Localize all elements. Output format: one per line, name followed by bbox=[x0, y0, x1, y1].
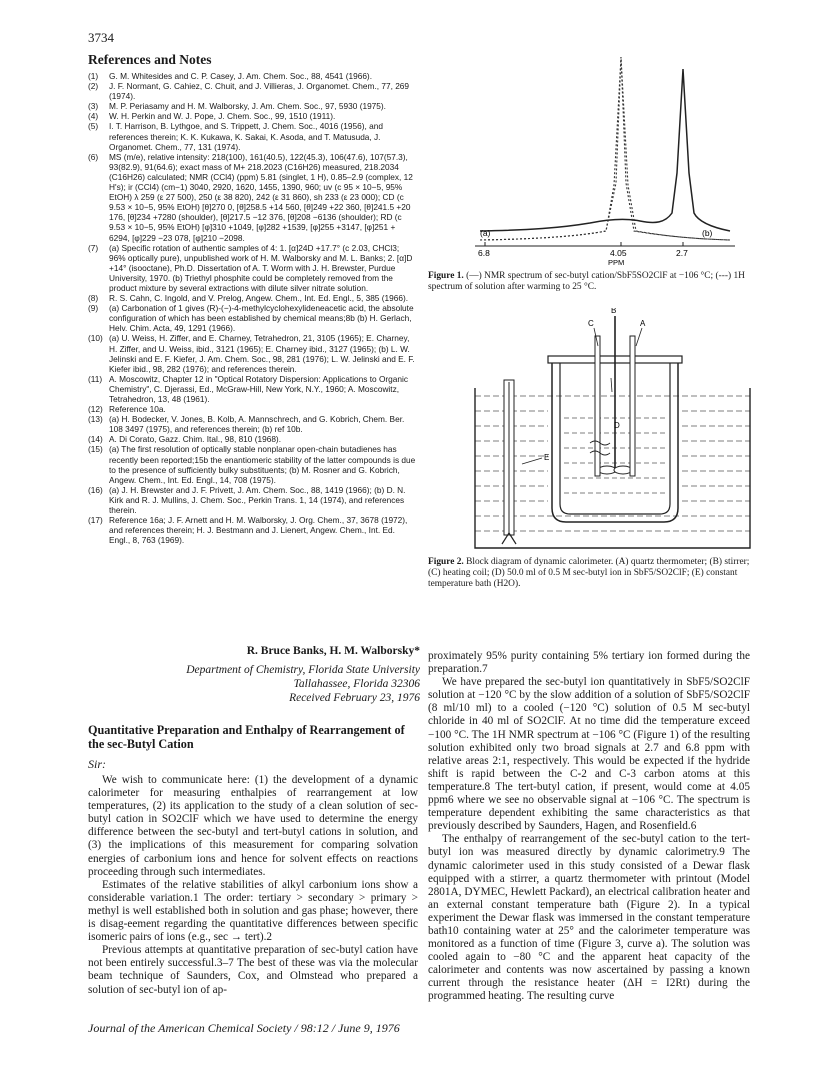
reference-item bbox=[88, 243, 416, 293]
paragraph: Estimates of the relative stabilities of alkyl carbonium ions show a considerable variation.1 The order: tertiary > secondary > primary > methyl is well established both in solution and gas phase; however, there is disag-eement regarding the quantitative differences between specific isomeric pairs of ions (e.g., sec → tert).2 bbox=[88, 878, 418, 944]
authors: R. Bruce Banks, H. M. Walborsky* bbox=[246, 645, 420, 657]
reference-item bbox=[88, 485, 416, 515]
paragraph: proximately 95% purity containing 5% tertiary ion formed during the preparation.7 bbox=[428, 650, 750, 676]
reference-number: (9) bbox=[88, 303, 99, 314]
fig1-axis-label: PPM bbox=[608, 258, 625, 267]
salutation: Sir: bbox=[88, 757, 106, 771]
reference-item bbox=[88, 71, 416, 81]
reference-number: (16) bbox=[88, 484, 103, 495]
figure-2-calorimeter-diagram bbox=[470, 308, 755, 553]
fig2-label-e: E bbox=[544, 453, 550, 462]
reference-text: (a) U. Weiss, H. Ziffer, and E. Charney, Tetrahedron, 21, 3105 (1965); E. Charney, H. Ziffer, and U. Weiss, ibid., 3121 (1965); E. Charney ibid., 3127 (1965); (b) L. W. Jelinski and E. F. Kiefer, J. Am. Chem. Soc., 98, 281 (1976); L. W. Jelinski and E. F. Kiefer ibid., 98, 282 (1976); and references therein. bbox=[109, 333, 415, 374]
paragraph: We have prepared the sec-butyl ion quantitatively in SbF5/SO2ClF solution at −120 °C by the slow addition of a solution of SbF5/SO2ClF (8 ml/10 ml) to a cooled (−120 °C) solution of 0.5 M sec-butyl chloride in 40 ml of SO2ClF. At no time did the temperature exceed −100 °C. The 1H NMR spectrum at −106 °C (Figure 1) of the resulting solution exhibited only two broad signals at 2.7 and 6.8 ppm with relative areas 2:1, respectively. This would be expected if the hydride shift is rapid between the C-2 and C-3 carbon atoms at this temperature.8 The tert-butyl cation, if present, would come at 4.05 ppm6 where we see no observable signal at −106 °C. The spectrum is temperature dependent exhibiting the same characteristics as that previously described by Saunders, Hagen, and Rosenfield.6 bbox=[428, 676, 750, 833]
reference-item bbox=[88, 303, 416, 333]
fig1-tick-label: 6.8 bbox=[478, 248, 490, 258]
reference-item bbox=[88, 111, 416, 121]
fig2-label-b: B bbox=[611, 308, 617, 315]
reference-text: M. P. Periasamy and H. M. Walborsky, J. Am. Chem. Soc., 97, 5930 (1975). bbox=[109, 101, 386, 112]
reference-text: I. T. Harrison, B. Lythgoe, and S. Trippett, J. Chem. Soc., 4016 (1956), and references therein; K. K. Kukawa, K. Sakai, K. Asoda, and T. Matusuda, J. Organomet. Chem., 77, 131 (1974). bbox=[109, 121, 383, 152]
reference-number: (14) bbox=[88, 434, 103, 445]
reference-item bbox=[88, 374, 416, 404]
paragraph: The enthalpy of rearrangement of the sec-butyl cation to the tert-butyl ion was measured directly by dynamic calorimetry.9 The dynamic calorimeter used in this study consisted of a Dewar flask equipped with a stirrer, a quartz thermometer with printout (Model 2801A, DYMEC, Hewlett Packard), an electrical calibration heater and an external constant temperature bath (Figure 2). In a typical experiment the Dewar flask was immersed in the constant temperature bath10 containing water at 25° and the calorimeter temperature was monitored as a function of time (Figure 3, curve a). The solution was cooled again to −80 °C and the apparent heat capacity of the calorimeter and contents was now ascertained by passing a known current through the resistance heater (ΔH = I2Rt) during the programmed heating. The resulting curve bbox=[428, 833, 750, 1003]
fig2-label-a: A bbox=[640, 319, 646, 328]
reference-item bbox=[88, 434, 416, 444]
references-list bbox=[88, 71, 416, 545]
reference-item bbox=[88, 333, 416, 373]
reference-number: (4) bbox=[88, 111, 99, 122]
paragraph: Previous attempts at quantitative preparation of sec-butyl cation have not been entirely successful.3–7 The best of these was via the molecular beam technique of Saunders, Cox, and Olmstead who prepared a solution of sec-butyl ion of ap- bbox=[88, 944, 418, 996]
reference-number: (13) bbox=[88, 414, 103, 425]
reference-number: (17) bbox=[88, 515, 103, 526]
page-number: 3734 bbox=[88, 30, 114, 45]
figure-1-caption bbox=[428, 271, 753, 293]
fig1-label-b: (b) bbox=[702, 228, 713, 238]
figure-2-caption-label: Figure 2. bbox=[428, 557, 464, 567]
reference-number: (15) bbox=[88, 444, 103, 455]
reference-item bbox=[88, 444, 416, 484]
reference-text: A. Moscowitz, Chapter 12 in "Optical Rotatory Dispersion: Applications to Organic Chemistry", C. Djerassi, Ed., McGraw-Hill, New York, N.Y., 1960; A. Moscowitz, Tetrahedron, 13, 48 (1961). bbox=[109, 373, 408, 404]
paragraph: We wish to communicate here: (1) the development of a dynamic calorimeter for measuring enthalpies of rearrangement at low temperatures, (2) its application to the study of a clean solution of sec-butyl cation in SO2ClF which we have used to determine the energy difference between the sec-butyl and tert-butyl cations in solution, and (3) the implications of this measurement for comparing solvation energies of carbonium ions and hence for solvent effects on reactions proceeding through such intermediates. bbox=[88, 774, 418, 878]
figure-1-caption-label: Figure 1. bbox=[428, 271, 464, 281]
figure-2-caption-text: Block diagram of dynamic calorimeter. (A) quartz thermometer; (B) stirrer; (C) heating coil; (D) 50.0 ml of 0.5 M sec-butyl ion in SbF5/SO2ClF; (E) constant temperature bath (H2O). bbox=[428, 557, 750, 590]
figure-1-nmr-spectrum bbox=[440, 55, 740, 267]
reference-number: (2) bbox=[88, 81, 99, 92]
reference-text: (a) Carbonation of 1 gives (R)-(−)-4-methylcyclohexylideneacetic acid, the absolute configuration of which has been established by chemical means;8b (b) H. Gerlach, Helv. Chim. Acta, 49, 1291 (1966). bbox=[109, 303, 414, 334]
reference-text: MS (m/e), relative intensity: 218(100), 161(40.5), 122(45.3), 106(47.6), 107(57.3), 93(82.9), 91(64.6); exact mass of M+ 218.2023 (C16H26) measured, 218.2034 (C16H26) calculated; NMR (CCl4) (ppm) 5.81 (singlet, 1 H), 0.85–2.9 (complex, 12 H's); ir (CCl4) (cm−1) 3040, 2920, 1620, 1455, 1390, 960; uv (c 95 × 10−5, 95% EtOH) λ 259 (ε 27 500), 250 (ε 38 820), 242 (ε 31 860), sh 233 (ε 23 000); CD (c 9.53 × 10−5, 95% EtOH) [θ]270 0, [θ]258.5 +14 560, [θ]249 +22 360, [θ]241.5 +20 176, [θ]234 +7280 (shoulder), [θ]217.5 −12 376, [θ]208 −6136 (shoulder); RD (c 9.53 × 10−5, 95% EtOH) [φ]310 +1049, [φ]282 +1539, [φ]255 +3147, [φ]251 + 6294, [φ]229 −23 078, [φ]210 −2098. bbox=[109, 151, 413, 243]
reference-number: (5) bbox=[88, 121, 99, 132]
reference-item bbox=[88, 152, 416, 243]
references-heading: References and Notes bbox=[88, 52, 212, 67]
reference-text: (a) Specific rotation of authentic samples of 4: 1. [α]24D +17.7° (c 2.03, CHCl3; 96% optically pure), unpublished work of H. M. Walborsky and M. L. Banks; 2. [α]D +14° (isooctane), Ph.D. Dissertation of A. T. Worm with J. H. Brewster, Purdue University, 1970. (b) Triethyl phosphite could be completely removed from the product mixture by several extractions with dilute silver nitrate solution. bbox=[109, 242, 413, 293]
fig1-tick-label: 2.7 bbox=[676, 248, 688, 258]
reference-number: (7) bbox=[88, 242, 99, 253]
affiliation: Department of Chemistry, Florida State University Tallahassee, Florida 32306 Received February 23, 1976 bbox=[186, 664, 420, 705]
reference-text: R. S. Cahn, C. Ingold, and V. Prelog, Angew. Chem., Int. Ed. Engl., 5, 385 (1966). bbox=[109, 293, 409, 304]
reference-number: (6) bbox=[88, 151, 99, 162]
left-column-body bbox=[88, 774, 418, 997]
reference-number: (8) bbox=[88, 293, 99, 304]
reference-number: (1) bbox=[88, 71, 99, 81]
reference-text: (a) H. Bodecker, V. Jones, B. Kolb, A. Mannschrech, and G. Kobrich, Chem. Ber. 108 3497 (1975), and references therein; (b) ref 10b. bbox=[109, 414, 405, 435]
figure-1-caption-text: (—) NMR spectrum of sec-butyl cation/SbF5SO2ClF at −106 °C; (---) 1H spectrum of solution after warming to 25 °C. bbox=[428, 271, 745, 293]
reference-number: (12) bbox=[88, 404, 103, 415]
fig1-tick-label: 4.05 bbox=[610, 248, 627, 258]
reference-text: (a) The first resolution of optically stable nonplanar open-chain butadienes has recently been reported;15b the enantiomeric stability of the latter compounds is due to the presence of sufficiently bulky substituents; (b) M. Rosner and G. Kobrich, Angew. Chem., Int. Ed. Engl., 14, 708 (1975). bbox=[109, 444, 416, 485]
reference-text: (a) J. H. Brewster and J. F. Privett, J. Am. Chem. Soc., 88, 1419 (1966); (b) D. N. Kirk and R. J. Mullins, J. Chem. Soc., Perkin Trans. 1, 14 (1974), and references therein. bbox=[109, 484, 406, 516]
fig1-label-a: (a) bbox=[480, 228, 491, 238]
reference-text: G. M. Whitesides and C. P. Casey, J. Am. Chem. Soc., 88, 4541 (1966). bbox=[109, 71, 373, 81]
article-title: Quantitative Preparation and Enthalpy of Rearrangement of the sec-Butyl Cation bbox=[88, 723, 405, 751]
reference-number: (11) bbox=[88, 373, 103, 384]
reference-item bbox=[88, 293, 416, 303]
fig2-label-d: D bbox=[614, 421, 620, 430]
reference-item bbox=[88, 101, 416, 111]
reference-item bbox=[88, 515, 416, 545]
reference-text: J. F. Normant, G. Cahiez, C. Chuit, and J. Villieras, J. Organomet. Chem., 77, 269 (1974). bbox=[109, 81, 410, 102]
fig2-label-c: C bbox=[588, 319, 594, 328]
reference-number: (3) bbox=[88, 101, 99, 112]
reference-text: A. Di Corato, Gazz. Chim. Ital., 98, 810 (1968). bbox=[109, 434, 282, 445]
reference-item bbox=[88, 121, 416, 151]
reference-text: Reference 16a; J. F. Arnett and H. M. Walborsky, J. Org. Chem., 37, 3678 (1972), and references therein; H. J. Bestmann and J. Lienert, Angew. Chem., Int. Ed. Engl., 8, 763 (1969). bbox=[109, 515, 408, 546]
reference-item bbox=[88, 414, 416, 434]
figure-2-caption bbox=[428, 557, 753, 591]
reference-item bbox=[88, 404, 416, 414]
journal-footer: Journal of the American Chemical Society / 98:12 / June 9, 1976 bbox=[88, 1021, 400, 1035]
reference-item bbox=[88, 81, 416, 101]
reference-number: (10) bbox=[88, 333, 103, 344]
reference-text: Reference 10a. bbox=[109, 404, 166, 415]
reference-text: W. H. Perkin and W. J. Pope, J. Chem. Soc., 99, 1510 (1911). bbox=[109, 111, 336, 122]
right-column-body bbox=[428, 650, 750, 1004]
